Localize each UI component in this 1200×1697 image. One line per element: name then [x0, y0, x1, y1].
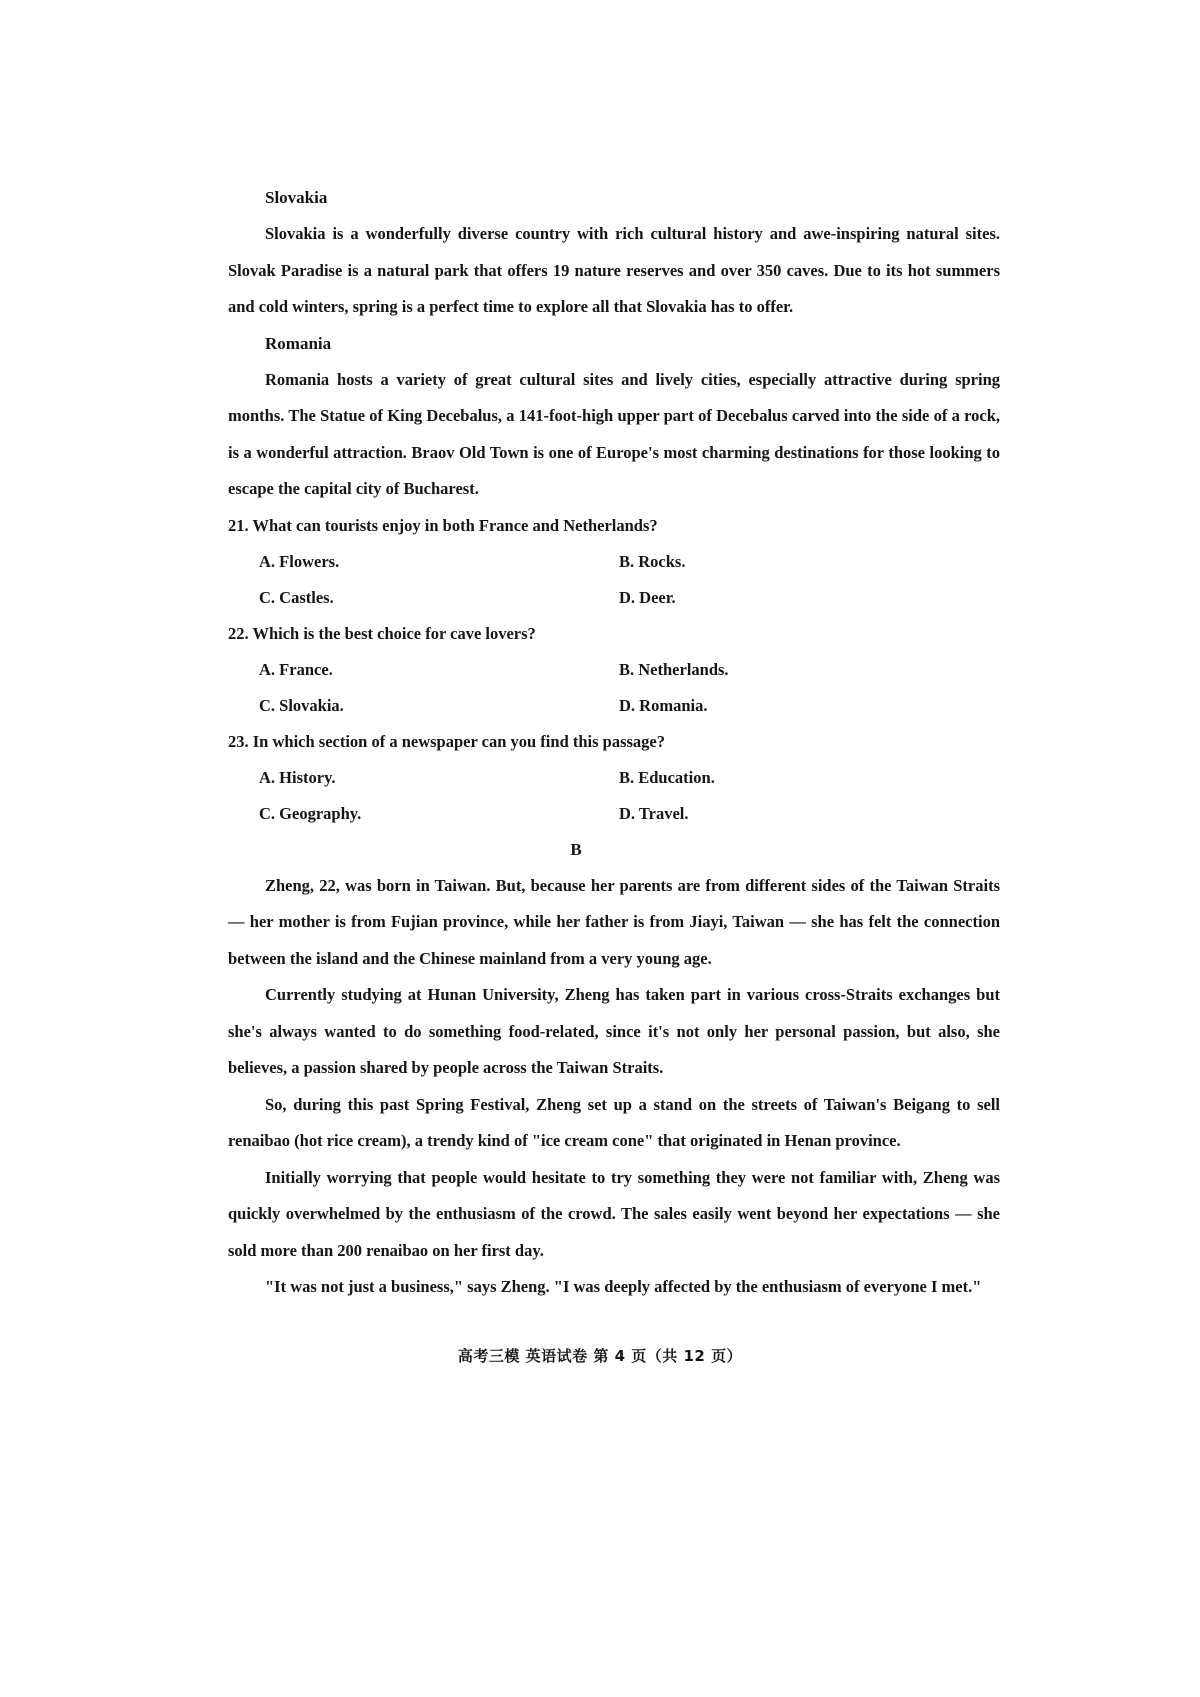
section-b-label: B	[570, 839, 582, 859]
passage-b-paragraph: Initially worrying that people would hesitate to try something they were not familiar with, Zheng was quickly overwhelmed by the enthusiasm of the crowd. The sales easily went beyond her expectations — she sold more than 200 renaibao on her first day.	[228, 1167, 1000, 1260]
question-23	[228, 724, 1000, 832]
option-c: C. Slovakia.	[259, 695, 344, 715]
option-a: A. History.	[259, 767, 336, 787]
question-21	[228, 508, 1000, 616]
option-c: C. Castles.	[259, 587, 334, 607]
question-stem: 23. In which section of a newspaper can you find this passage?	[228, 731, 666, 751]
option-a: A. France.	[259, 659, 333, 679]
paragraph-slovakia: Slovakia is a wonderfully diverse country with rich cultural history and awe-inspiring natural sites. Slovak Paradise is a natural park that offers 19 nature reserves and over 350 caves. Due to its hot summers and cold winters, spring is a perfect time to explore all that Slovakia has to offer.	[228, 224, 1000, 316]
passage-b-paragraph: Currently studying at Hunan University, Zheng has taken part in various cross-Straits exchanges but she's always wanted to do something food-related, since it's not only her personal passion, but also, she believes, a passion shared by people across the Taiwan Straits.	[228, 985, 1000, 1077]
exam-page-content	[228, 180, 1000, 1306]
question-stem: 21. What can tourists enjoy in both France and Netherlands?	[228, 515, 658, 535]
answer-options	[228, 652, 1000, 724]
option-c: C. Geography.	[259, 803, 362, 823]
passage-b-paragraph: "It was not just a business," says Zheng. "I was deeply affected by the enthusiasm of everyone I met."	[265, 1277, 982, 1296]
option-d: D. Travel.	[619, 803, 689, 823]
answer-options	[228, 760, 1000, 832]
page-footer: 高考三模 英语试卷 第 4 页（共 12 页）	[457, 1347, 743, 1365]
answer-options	[228, 544, 1000, 616]
option-b: B. Rocks.	[619, 551, 686, 571]
paragraph-romania: Romania hosts a variety of great cultural sites and lively cities, especially attractive during spring months. The Statue of King Decebalus, a 141-foot-high upper part of Decebalus carved into the side of a rock, is a wonderful attraction. Braov Old Town is one of Europe's most charming destinations for those looking to escape the capital city of Bucharest.	[228, 369, 1000, 498]
question-22	[228, 616, 1000, 724]
option-a: A. Flowers.	[259, 551, 340, 571]
option-d: D. Deer.	[619, 587, 676, 607]
option-d: D. Romania.	[619, 695, 708, 715]
option-b: B. Education.	[619, 767, 715, 787]
passage-b-paragraph: Zheng, 22, was born in Taiwan. But, because her parents are from different sides of the Taiwan Straits — her mother is from Fujian province, while her father is from Jiayi, Taiwan — she has felt the connection between the island and the Chinese mainland from a very young age.	[228, 875, 1000, 968]
question-stem: 22. Which is the best choice for cave lovers?	[228, 623, 536, 643]
passage-b-paragraph: So, during this past Spring Festival, Zheng set up a stand on the streets of Taiwan's Beigang to sell renaibao (hot rice cream), a trendy kind of "ice cream cone" that originated in Henan province.	[228, 1094, 1000, 1150]
section-heading-slovakia: Slovakia	[265, 188, 328, 207]
option-b: B. Netherlands.	[619, 659, 729, 679]
section-heading-romania: Romania	[265, 333, 332, 353]
